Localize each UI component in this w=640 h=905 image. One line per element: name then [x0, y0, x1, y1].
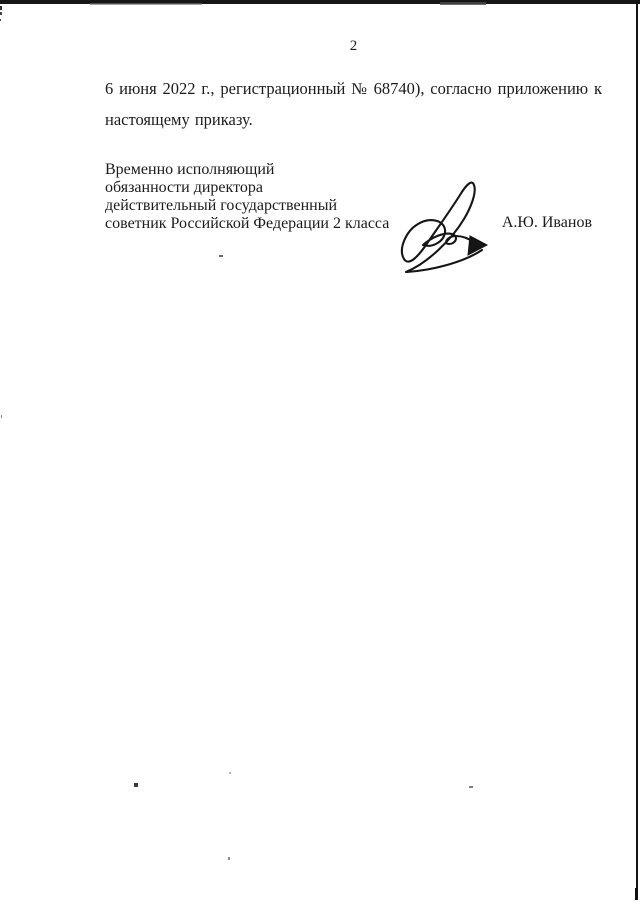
body-paragraph: [105, 73, 602, 135]
scan-artifact-dash: [440, 2, 486, 5]
signer-title-line: советник Российской Федерации 2 класса: [105, 215, 390, 232]
paragraph-line: настоящему приказу.: [105, 110, 253, 129]
signer-name: А.Ю. Иванов: [501, 214, 592, 231]
scan-artifact-tick: [0, 6, 2, 10]
scan-artifact-blob: [635, 888, 638, 900]
signer-title-block: [105, 161, 425, 233]
page-number: 2: [349, 38, 358, 54]
signer-title-line: Временно исполняющий: [105, 161, 275, 178]
signer-title-line: действительный государственный: [105, 197, 338, 214]
scan-artifact-dash: [90, 3, 202, 5]
scan-artifact-tick: [1, 415, 2, 418]
scan-artifact-tick: [0, 19, 1, 21]
signer-title-line: обязанности директора: [105, 179, 263, 196]
scan-speck: [219, 255, 223, 257]
scan-speck: [134, 783, 138, 787]
scan-speck: [229, 772, 231, 774]
scan-speck: [228, 857, 230, 860]
paragraph-line: 6 июня 2022 г., регистрационный № 68740), согласно приложению к: [105, 79, 602, 98]
scan-speck: [469, 786, 473, 788]
scan-edge-right: [636, 0, 638, 900]
scan-artifact-tick: [0, 12, 2, 15]
handwritten-signature-icon: [394, 175, 494, 275]
